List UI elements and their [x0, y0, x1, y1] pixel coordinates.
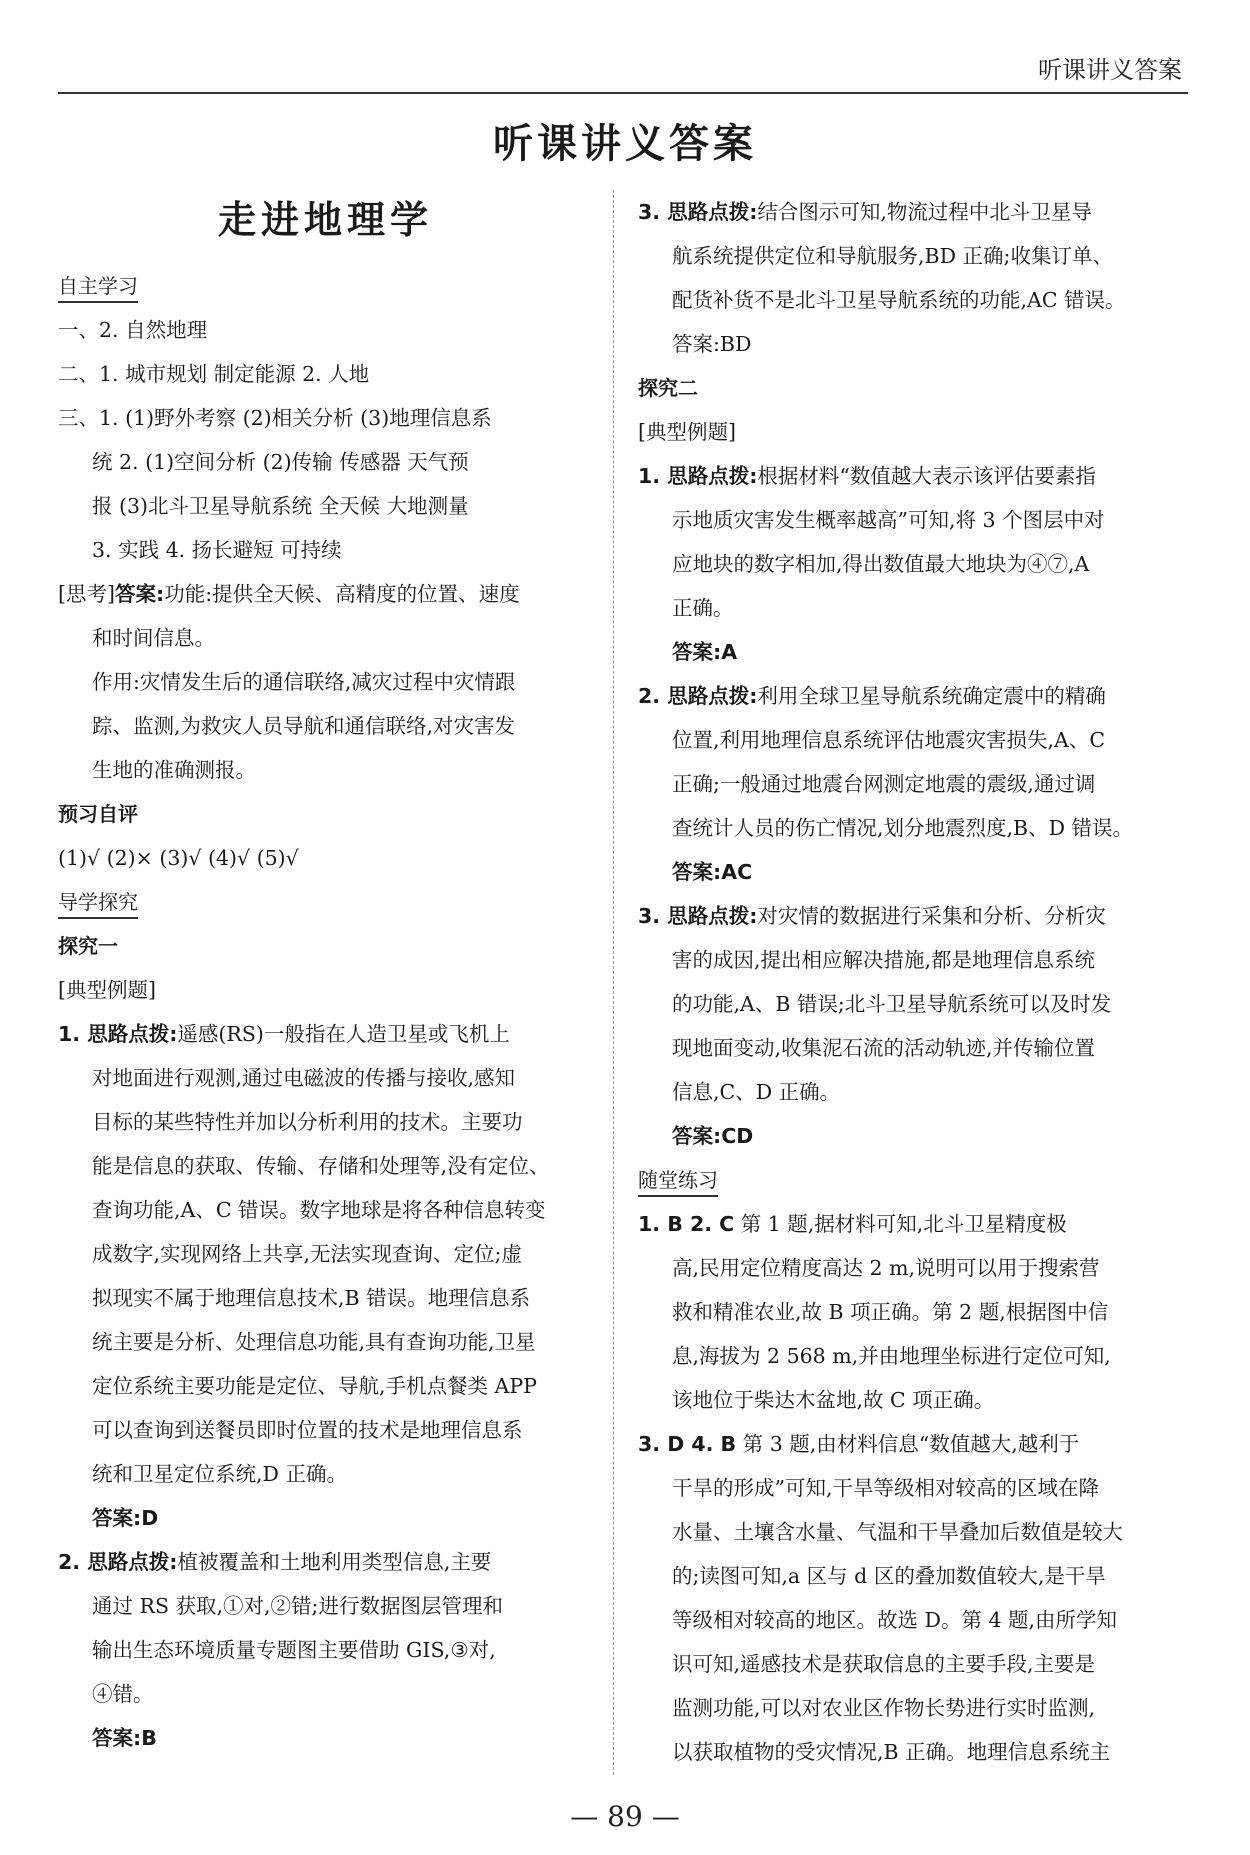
text-line: 正确;一般通过地震台网测定地震的震级,通过调 [672, 772, 1096, 796]
think-tag: [思考] [58, 582, 115, 606]
text-line: 统和卫星定位系统,D 正确。 [92, 1462, 347, 1486]
text-line: 统 2. (1)空间分析 (2)传输 传感器 天气预 [92, 450, 469, 474]
text-line: 查询功能,A、C 错误。数字地球是将各种信息转变 [92, 1198, 546, 1222]
question-line: 2. 思路点拨:植被覆盖和土地利用类型信息,主要 [58, 1550, 492, 1574]
answer-line: 答案:A [672, 640, 738, 664]
think-answer: [思考]答案:功能:提供全天候、高精度的位置、速度 [58, 582, 520, 606]
text-line: 以获取植物的受灾情况,B 正确。地理信息系统主 [672, 1740, 1111, 1764]
text-line: 踪、监测,为救灾人员导航和通信联络,对灾害发 [92, 714, 516, 738]
text-line: 等级相对较高的地区。故选 D。第 4 题,由所学知 [672, 1608, 1118, 1632]
exercise-line: 1. B 2. C 第 1 题,据材料可知,北斗卫星精度极 [638, 1212, 1067, 1236]
section-heading-daoxue: 导学探究 [58, 880, 593, 924]
hint-label: 3. 思路点拨: [638, 904, 758, 928]
column-divider [613, 190, 614, 1775]
text-line: 成数字,实现网络上共享,无法实现查询、定位;虚 [92, 1242, 522, 1266]
text-line: 查统计人员的伤亡情况,划分地震烈度,B、D 错误。 [672, 816, 1134, 840]
question-line: 2. 思路点拨:利用全球卫星导航系统确定震中的精确 [638, 684, 1106, 708]
hint-label: 3. 思路点拨: [638, 200, 758, 224]
text-line: 的功能,A、B 错误;北斗卫星导航系统可以及时发 [672, 992, 1112, 1016]
question-line: 1. 思路点拨:遥感(RS)一般指在人造卫星或飞机上 [58, 1022, 510, 1046]
question-line: 3. 思路点拨:对灾情的数据进行采集和分析、分析灾 [638, 904, 1106, 928]
question-line: 3. 思路点拨:结合图示可知,物流过程中北斗卫星导 [638, 200, 1092, 224]
exercise-answers: 3. D 4. B [638, 1432, 737, 1456]
page-title: 听课讲义答案 [493, 121, 757, 167]
hint-label: 1. 思路点拨: [58, 1022, 178, 1046]
section-heading-suitang: 随堂练习 [638, 1158, 1198, 1202]
question-line: 1. 思路点拨:根据材料“数值越大表示该评估要素指 [638, 464, 1096, 488]
example-tag: [典型例题] [638, 420, 736, 444]
text-line: 息,海拔为 2 568 m,并由地理坐标进行定位可知, [672, 1344, 1111, 1368]
text-line: 通过 RS 获取,①对,②错;进行数据图层管理和 [92, 1594, 503, 1618]
text-line: 输出生态环境质量专题图主要借助 GIS,③对, [92, 1638, 496, 1662]
header-rule [58, 92, 1188, 94]
hint-label: 1. 思路点拨: [638, 464, 758, 488]
text-line: 拟现实不属于地理信息技术,B 错误。地理信息系 [92, 1286, 531, 1310]
text-line: 一、2. 自然地理 [58, 318, 208, 342]
example-tag: [典型例题] [58, 978, 156, 1002]
hint-label: 2. 思路点拨: [638, 684, 758, 708]
text-line: 可以查询到送餐员即时位置的技术是地理信息系 [92, 1418, 523, 1442]
text-line: 统主要是分析、处理信息功能,具有查询功能,卫星 [92, 1330, 536, 1354]
answer-line: 答案:AC [672, 860, 753, 884]
text-line: 能是信息的获取、传输、存储和处理等,没有定位、 [92, 1154, 550, 1178]
text-line: 和时间信息。 [92, 626, 215, 650]
hint-label: 2. 思路点拨: [58, 1550, 178, 1574]
answer-line: 答案:CD [672, 1124, 754, 1148]
text-line: 信息,C、D 正确。 [672, 1080, 841, 1104]
text-line: 对地面进行观测,通过电磁波的传播与接收,感知 [92, 1066, 516, 1090]
text-line: 的;读图可知,a 区与 d 区的叠加数值较大,是干旱 [672, 1564, 1106, 1588]
text-line: 水量、土壤含水量、气温和干旱叠加后数值是较大 [672, 1520, 1123, 1544]
text-line: 位置,利用地理信息系统评估地震灾害损失,A、C [672, 728, 1106, 752]
text-line: 正确。 [672, 596, 734, 620]
text-line: 示地质灾害发生概率越高”可知,将 3 个图层中对 [672, 508, 1105, 532]
running-header: 听课讲义答案 [1038, 56, 1182, 84]
answer-line: 答案:BD [672, 332, 752, 356]
text-line: 高,民用定位精度高达 2 m,说明可以用于搜索营 [672, 1256, 1100, 1280]
text-line: ④错。 [92, 1682, 154, 1706]
text-line: 害的成因,提出相应解决措施,都是地理信息系统 [672, 948, 1096, 972]
text-line: 定位系统主要功能是定位、导航,手机点餐类 APP [92, 1374, 537, 1398]
text-line: 现地面变动,收集泥石流的活动轨迹,并传输位置 [672, 1036, 1096, 1060]
subheading-tanjiu-1: 探究一 [58, 934, 118, 958]
answer-line: 答案:D [92, 1506, 159, 1530]
exercise-answers: 1. B 2. C [638, 1212, 735, 1236]
text-line: 生地的准确测报。 [92, 758, 256, 782]
text-line: 二、1. 城市规划 制定能源 2. 人地 [58, 362, 370, 386]
text-line: 识可知,遥感技术是获取信息的主要手段,主要是 [672, 1652, 1096, 1676]
left-column [58, 190, 593, 1760]
exercise-line: 3. D 4. B 第 3 题,由材料信息“数值越大,越利于 [638, 1432, 1080, 1456]
text-line: 救和精准农业,故 B 项正确。第 2 题,根据图中信 [672, 1300, 1109, 1324]
chapter-title: 走进地理学 [217, 198, 433, 242]
text-line: 配货补货不是北斗卫星导航系统的功能,AC 错误。 [672, 288, 1126, 312]
self-check-answers: (1)√ (2)× (3)√ (4)√ (5)√ [58, 846, 299, 870]
section-heading-yuxi: 预习自评 [58, 802, 138, 826]
text-line: 航系统提供定位和导航服务,BD 正确;收集订单、 [672, 244, 1113, 268]
text-line: 目标的某些特性并加以分析利用的技术。主要功 [92, 1110, 523, 1134]
text-line: 应地块的数字相加,得出数值最大地块为④⑦,A [672, 552, 1090, 576]
answer-label: 答案: [115, 582, 165, 606]
text-line: 三、1. (1)野外考察 (2)相关分析 (3)地理信息系 [58, 406, 492, 430]
answer-line: 答案:B [92, 1726, 157, 1750]
text-line: 3. 实践 4. 扬长避短 可持续 [92, 538, 342, 562]
text-line: 干旱的形成”可知,干旱等级相对较高的区域在降 [672, 1476, 1099, 1500]
text-line: 报 (3)北斗卫星导航系统 全天候 大地测量 [92, 494, 469, 518]
right-column [638, 190, 1198, 1774]
subheading-tanjiu-2: 探究二 [638, 376, 698, 400]
text-line: 监测功能,可以对农业区作物长势进行实时监测, [672, 1696, 1096, 1720]
text-line: 该地位于柴达木盆地,故 C 项正确。 [672, 1388, 995, 1412]
text-line: 作用:灾情发生后的通信联络,减灾过程中灾情跟 [92, 670, 516, 694]
section-heading-zizhu: 自主学习 [58, 264, 593, 308]
page-number: — 89 — [570, 1800, 680, 1833]
